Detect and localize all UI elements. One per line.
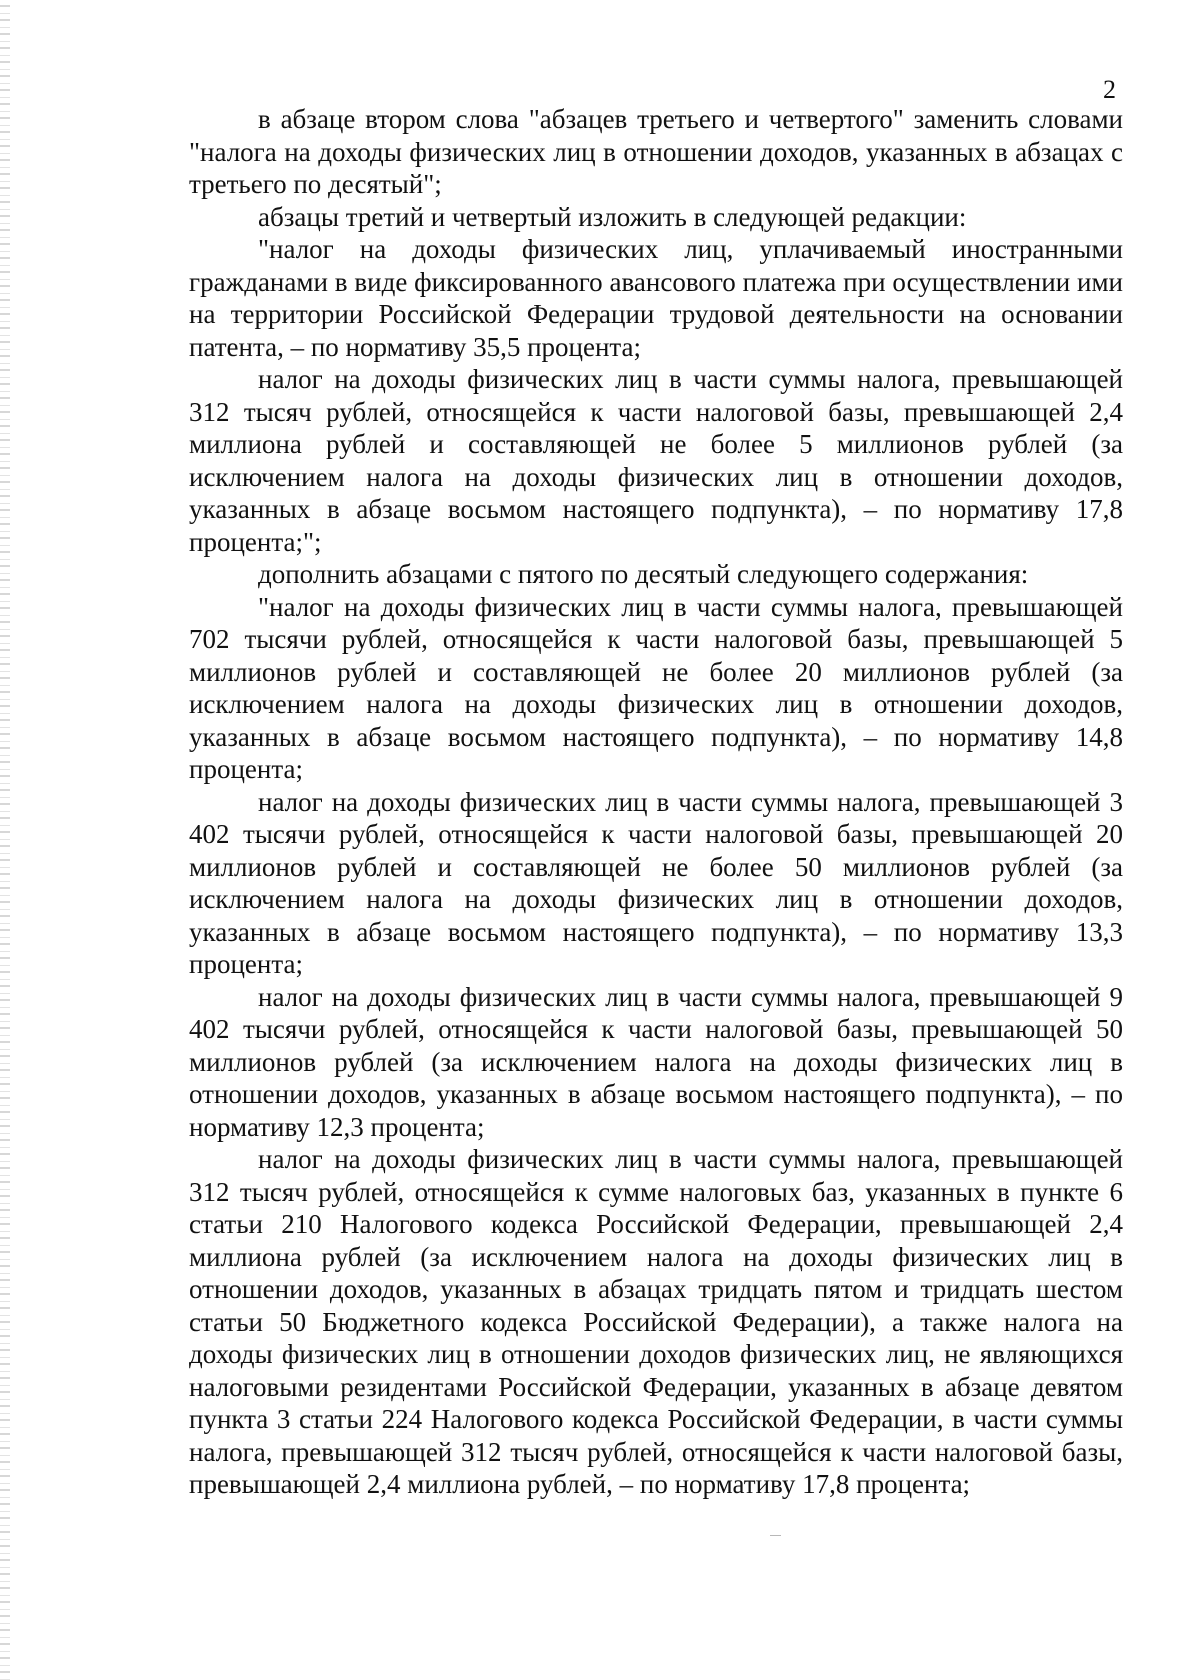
- page-number: 2: [1103, 75, 1116, 104]
- document-body: [189, 103, 1123, 1501]
- paragraph-3: "налог на доходы физических лиц, уплачиваемый иностранными гражданами в виде фиксированного авансового платежа при осуществлении ими на территории Российской Федерации трудовой деятельности на основании патента, – по нормативу 35,5 процента;: [189, 234, 1123, 362]
- paragraph-1: в абзаце втором слова "абзацев третьего и четвертого" заменить словами "налога на доходы физических лиц в отношении доходов, указанных в абзацах с третьего по десятый";: [189, 104, 1123, 199]
- scan-edge-artifact: [0, 0, 10, 1680]
- paragraph-6: "налог на доходы физических лиц в части суммы налога, превышающей 702 тысячи рублей, относящейся к части налоговой базы, превышающей 5 миллионов рублей и составляющей не более 20 миллионов рублей (за исключением налога на доходы физических лиц в отношении доходов, указанных в абзаце восьмом настоящего подпункта), – по нормативу 14,8 процента;: [189, 591, 1123, 784]
- paragraph-9: налог на доходы физических лиц в части суммы налога, превышающей 312 тысяч рублей, относящейся к сумме налоговых баз, указанных в пункте 6 статьи 210 Налогового кодекса Российской Федерации, превышающей 2,4 миллиона рублей (за исключением налога на доходы физических лиц в отношении доходов, указанных в абзацах тридцать пятом и тридцать шестом статьи 50 Бюджетного кодекса Российской Федерации), а также налога на доходы физических лиц в отношении доходов физических лиц, не являющихся налоговыми резидентами Российской Федерации, указанных в абзаце девятом пункта 3 статьи 224 Налогового кодекса Российской Федерации, в части суммы налога, превышающей 312 тысяч рублей, относящейся к части налоговой базы, превышающей 2,4 миллиона рублей, – по нормативу 17,8 процента;: [189, 1144, 1123, 1499]
- paragraph-4: налог на доходы физических лиц в части суммы налога, превышающей 312 тысяч рублей, относящейся к части налоговой базы, превышающей 2,4 миллиона рублей и составляющей не более 5 миллионов рублей (за исключением налога на доходы физических лиц в отношении доходов, указанных в абзаце восьмом настоящего подпункта), – по нормативу 17,8 процента;";: [189, 364, 1123, 557]
- scan-mark: [770, 1535, 781, 1536]
- paragraph-5: дополнить абзацами с пятого по десятый следующего содержания:: [258, 559, 1029, 589]
- paragraph-7: налог на доходы физических лиц в части суммы налога, превышающей 3 402 тысячи рублей, относящейся к части налоговой базы, превышающей 20 миллионов рублей и составляющей не более 50 миллионов рублей (за исключением налога на доходы физических лиц в отношении доходов, указанных в абзаце восьмом настоящего подпункта), – по нормативу 13,3 процента;: [189, 786, 1123, 979]
- paragraph-8: налог на доходы физических лиц в части суммы налога, превышающей 9 402 тысячи рублей, относящейся к части налоговой базы, превышающей 50 миллионов рублей (за исключением налога на доходы физических лиц в отношении доходов, указанных в абзаце восьмом настоящего подпункта), – по нормативу 12,3 процента;: [189, 981, 1123, 1142]
- paragraph-2: абзацы третий и четвертый изложить в следующей редакции:: [258, 201, 967, 232]
